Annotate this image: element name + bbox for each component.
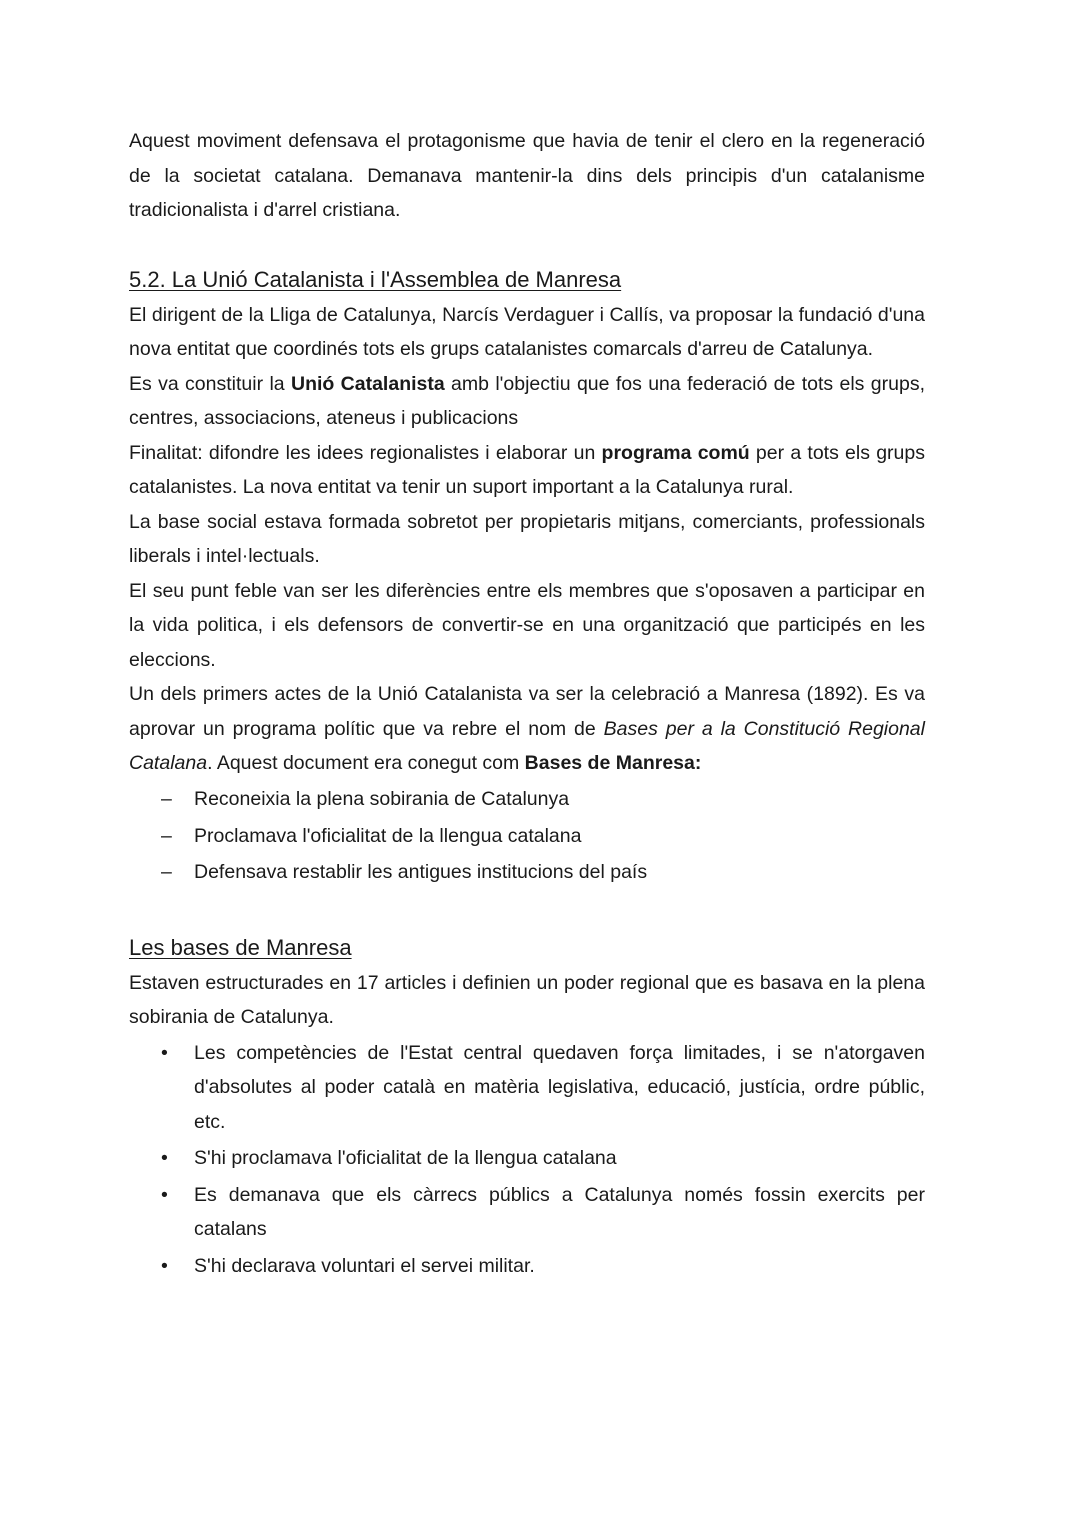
spacer — [129, 892, 925, 930]
dash-marker: – — [161, 861, 172, 883]
unio-catalanista-term: Unió Catalanista — [290, 372, 445, 395]
bases-paragraph-1: Estaven estructurades en 17 articles i definien un poder regional que es basava en la plena sobirania de Catalunya. — [129, 971, 925, 1028]
bases-de-manresa-term: Bases de Manresa: — [524, 752, 702, 774]
section-paragraph-4: La base social estava formada sobretot per propietaris mitjans, comerciants, professionals liberals i intel·lectuals. — [129, 510, 925, 567]
section-heading: 5.2. La Unió Catalanista i l'Assemblea de Manresa — [129, 266, 622, 292]
bases-heading: Les bases de Manresa — [129, 934, 352, 960]
section-paragraph-2: Es va constituir la Unió Catalanista amb l'objectiu que fos una federació de tots els grups, centres, associacions, ateneus i publicacions — [129, 372, 925, 429]
bullet-list-item: • S'hi proclamava l'oficialitat de la llengua catalana — [129, 1141, 925, 1176]
spacer — [129, 228, 925, 262]
dash-list-item: – Reconeixia la plena sobirania de Catalunya — [129, 782, 925, 817]
bases-title-italic: Bases per a la Constitució Regional Catalana — [129, 717, 925, 774]
section-paragraph-6: Un dels primers actes de la Unió Catalanista va ser la celebració a Manresa (1892). Es va aprovar un programa polític que va rebre el nom de Bases per a la Constitució Regional Catalana. Aquest document era conegut com Bases de Manresa: — [129, 683, 925, 774]
section-paragraph-1: El dirigent de la Lliga de Catalunya, Narcís Verdaguer i Callís, va proposar la fundació d'una nova entitat que coordinés tots els grups catalanistes comarcals d'arreu de Catalunya. — [129, 303, 925, 360]
section-paragraph-5: El seu punt feble van ser les diferències entre els membres que s'oposaven a participar en la vida politica, i els defensors de convertir-se en una organització que participés en les eleccions. — [129, 579, 925, 671]
dash-marker: – — [161, 788, 172, 810]
bullet-list-item: • S'hi declarava voluntari el servei militar. — [129, 1249, 925, 1284]
bullet-marker: • — [161, 1147, 168, 1169]
dash-marker: – — [161, 824, 172, 847]
programa-comu-term: programa comú — [601, 441, 750, 464]
bullet-list-item: • Les competències de l'Estat central quedaven força limitades, i se n'atorgaven d'absolutes al poder català en matèria legislativa, educació, justícia, ordre públic, etc. — [129, 1036, 925, 1140]
bullet-marker: • — [161, 1041, 168, 1064]
bullet-list — [129, 1036, 925, 1284]
bullet-marker: • — [161, 1254, 168, 1277]
bullet-list-item: • Es demanava que els càrrecs públics a Catalunya només fossin exercits per catalans — [129, 1178, 925, 1247]
section-paragraph-3: Finalitat: difondre les idees regionalistes i elaborar un programa comú per a tots els grups catalanistes. La nova entitat va tenir un suport important a la Catalunya rural. — [129, 441, 925, 498]
bullet-marker: • — [161, 1183, 168, 1206]
document-page — [129, 124, 925, 1285]
dash-list — [129, 782, 925, 890]
dash-list-item: – Defensava restablir les antigues institucions del país — [129, 855, 925, 890]
intro-paragraph: Aquest moviment defensava el protagonisme que havia de tenir el clero en la regeneració de la societat catalana. Demanava mantenir-la dins dels principis d'un catalanisme tradicionalista i d'arrel cristiana. — [129, 130, 925, 221]
dash-list-item: – Proclamava l'oficialitat de la llengua catalana — [129, 819, 925, 854]
